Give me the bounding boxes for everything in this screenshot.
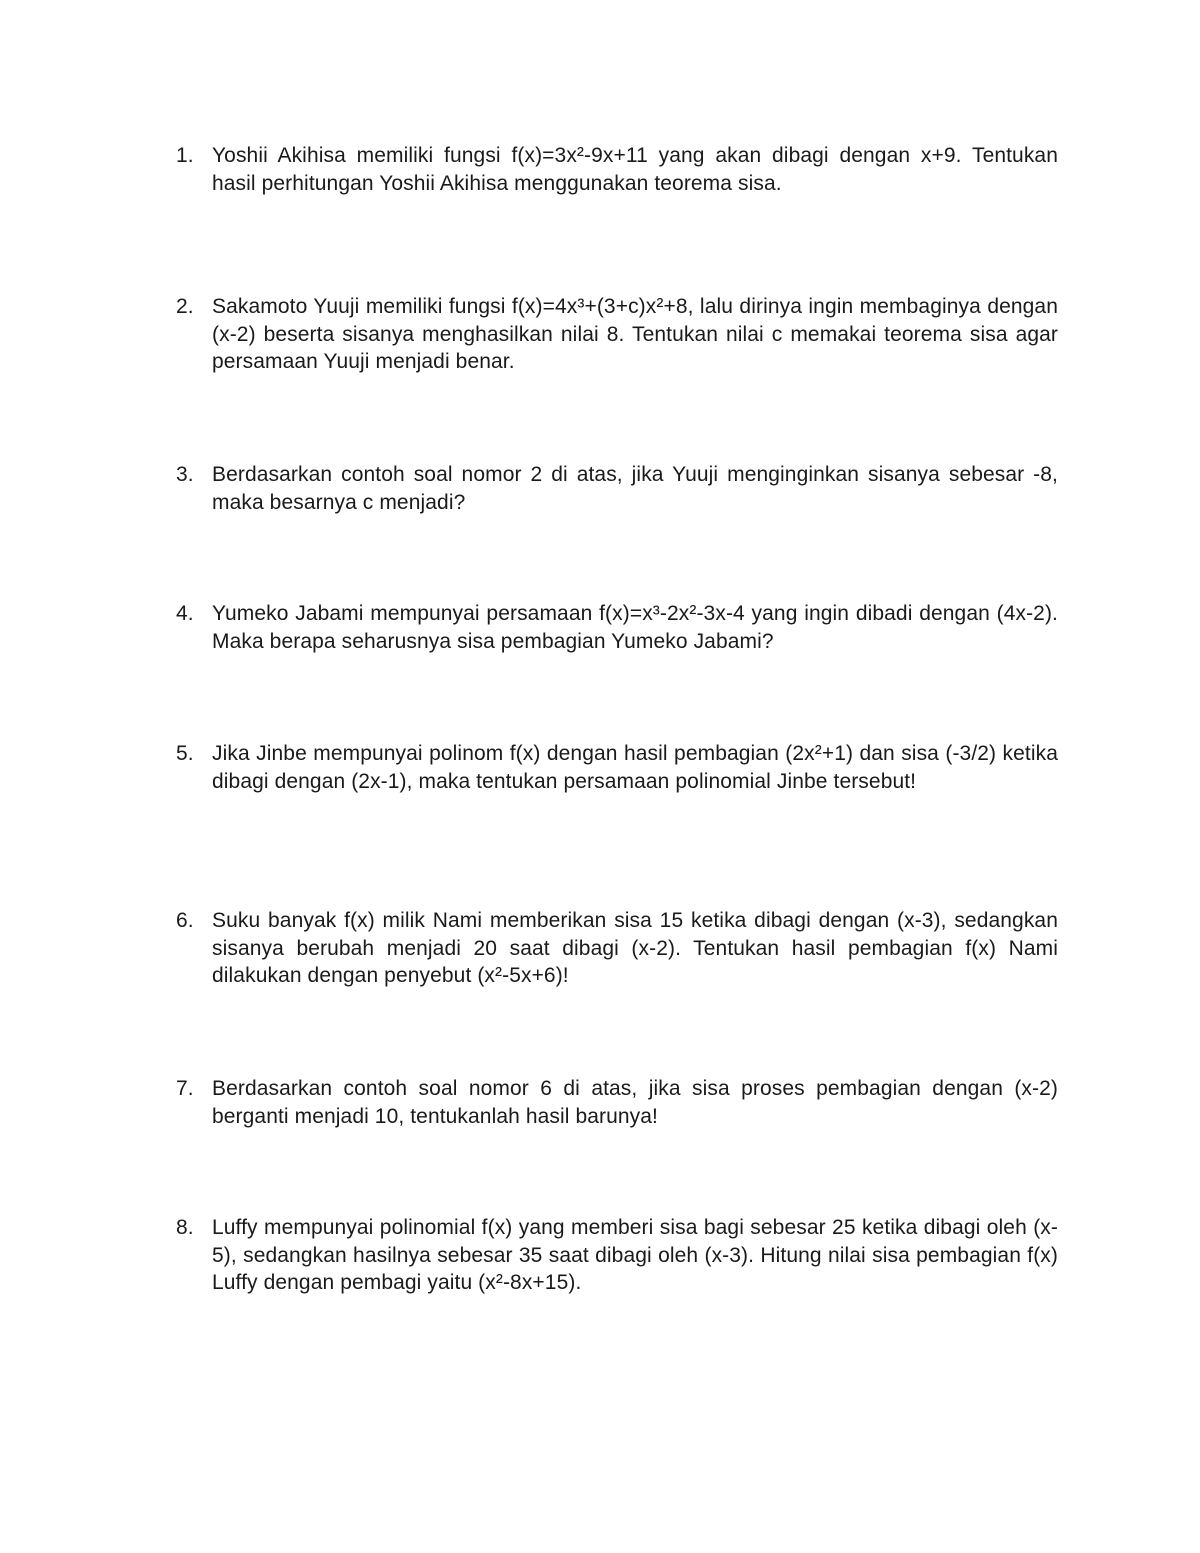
question-text: Yumeko Jabami mempunyai persamaan f(x)=x³-2x²-3x-4 yang ingin dibadi dengan (4x-2). Maka berapa seharusnya sisa pembagian Yumeko Jabami? (212, 602, 1058, 653)
question-number: 2. (176, 295, 194, 318)
question-number: 7. (176, 1077, 194, 1100)
question-text: Jika Jinbe mempunyai polinom f(x) dengan hasil pembagian (2x²+1) dan sisa (-3/2) ketika dibagi dengan (2x-1), maka tentukan persamaan polinomial Jinbe tersebut! (212, 742, 1058, 793)
question-8 (170, 1214, 1058, 1297)
question-number: 3. (176, 463, 194, 486)
question-text: Berdasarkan contoh soal nomor 6 di atas, jika sisa proses pembagian dengan (x-2) berganti menjadi 10, tentukanlah hasil barunya! (212, 1077, 1058, 1128)
question-6 (170, 907, 1058, 990)
question-text: Berdasarkan contoh soal nomor 2 di atas, jika Yuuji menginginkan sisanya sebesar -8, maka besarnya c menjadi? (212, 463, 1058, 514)
question-1 (170, 142, 1058, 197)
question-text: Sakamoto Yuuji memiliki fungsi f(x)=4x³+(3+c)x²+8, lalu dirinya ingin membaginya dengan (x-2) beserta sisanya menghasilkan nilai 8. Tentukan nilai c memakai teorema sisa agar persamaan Yuuji menjadi benar. (212, 295, 1058, 373)
question-2 (170, 293, 1058, 376)
question-number: 6. (176, 909, 194, 932)
question-number: 1. (176, 144, 194, 167)
question-number: 5. (176, 742, 194, 765)
question-text: Yoshii Akihisa memiliki fungsi f(x)=3x²-9x+11 yang akan dibagi dengan x+9. Tentukan hasil perhitungan Yoshii Akihisa menggunakan teorema sisa. (212, 144, 1058, 195)
question-4 (170, 600, 1058, 655)
question-text: Suku banyak f(x) milik Nami memberikan sisa 15 ketika dibagi dengan (x-3), sedangkan sisanya berubah menjadi 20 saat dibagi (x-2). Tentukan hasil pembagian f(x) Nami dilakukan dengan penyebut (x²-5x+6)! (212, 909, 1058, 987)
question-number: 8. (176, 1216, 194, 1239)
question-text: Luffy mempunyai polinomial f(x) yang memberi sisa bagi sebesar 25 ketika dibagi oleh (x-5), sedangkan hasilnya sebesar 35 saat dibagi oleh (x-3). Hitung nilai sisa pembagian f(x) Luffy dengan pembagi yaitu (x²-8x+15). (212, 1216, 1058, 1294)
question-3 (170, 461, 1058, 516)
question-5 (170, 740, 1058, 795)
question-number: 4. (176, 602, 194, 625)
question-7 (170, 1075, 1058, 1130)
